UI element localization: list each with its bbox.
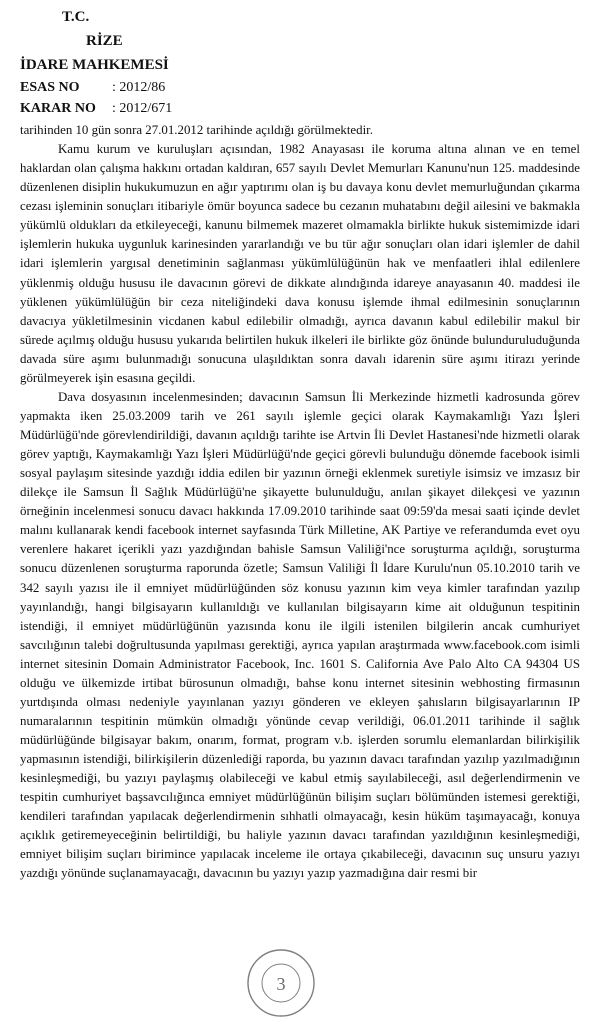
header-tc: T.C.: [62, 9, 90, 25]
stamp-number: 3: [276, 974, 286, 994]
esas-value: : 2012/86: [112, 80, 166, 95]
paragraph-intro: tarihinden 10 gün sonra 27.01.2012 tarihinde açıldığı görülmektedir.: [20, 123, 373, 137]
paragraph-legal-assessment: Kamu kurum ve kuruluşları açısından, 1982 Anayasası ile koruma altına alınan ve en temel haklardan olan çalışma hakkını ortadan kaldıran, 657 sayılı Devlet Memurları Kanunu'nun 125. maddesinde düzenlenen disiplin hukukumuzun en ağır yaptırımı olan iş bu davaya konu devlet memurluğundan çıkarma cezası işleminin sonuçları itibariyle ömür boyunca sadece bu cezanın muhatabını değil ailesini ve bakmakla yükümlü oldukları da etkileyeceği, kanunu bilmemek mazeret olmamakla birlikte hukuk sistemimizde idari işlemlerin hukuka uygunluk karinesinden yararlandığı ve bu tür ağır sonuçları olan idari işlemler de dahil idari işlemlerin yargısal denetiminin sağlanması yükümlülüğünün hak ve menfaatleri ihlal edilenlere yüklenmiş olduğu hususu ile davacının görevi de dikkate alındığında idareye anayasanın 40. maddesi ile yüklenen yükümlülüğün bir ceza niteliğindeki dava konusu işlemde ihmal edilmesinin sonuçlarının davacıya yükletilmesinin vicdanen kabul edilebilir olmadığı, ayrıca davanın kabul edilebilir makul bir sürede açılmış olduğu hususu yukarıda belirtilen hukuk ilkeleri ile birlikte göz önünde bulunduruluduğunda davada süre aşımı bulunmadığı sonucuna ulaşıldıktan sonra davalı idarenin süre aşımı itirazı yerinde görülmeyerek işin esasına geçildi.: [20, 142, 580, 385]
esas-label: ESAS NO: [20, 80, 80, 95]
header-city: RİZE: [86, 33, 123, 49]
karar-value: : 2012/671: [112, 101, 173, 116]
body-text: [20, 121, 580, 884]
paragraph-case-facts: Dava dosyasının incelenmesinden; davacının Samsun İli Merkezinde hizmetli kadrosunda görev yapmakta iken 25.03.2009 tarih ve 261 sayılı işlemle geçici olarak Kaymakamlığı Yazı İşleri Müdürlüğü'nde görevlendirildiği, davanın açıldığı tarihte ise Artvin İli Devlet Hastanesi'nde hizmetli olarak görev yaptığı, Kaymakamlığı Yazı İşleri Müdürlüğü'nde geçici görevli bulunduğu dönemde facebook isimli sosyal paylaşım sitesinde yazdığı iddia edilen bir yazının örneği eklenmek suretiyle isimsiz ve imzasız bir dilekçe ile Samsun İl Sağlık Müdürlüğü'ne şikayette bulunulduğu, anılan şikayet dilekçesi ve yazının örneğinin incelenmesi sonucu davacı hakkında 17.09.2010 tarihinde saat 09:59'da mesai saati içinde devlet malını kullanarak kendi facebook internet sayfasında Türk Milletine, AK Partiye ve referandumda evet oyu verenlere hakaret içerikli yazı yazdığından bahisle Samsun Valiliği'nce soruşturma açıldığı, soruşturma sonucu düzenlenen soruşturma raporunda özetle; Samsun Valiliği İl İdare Kurulu'nun 05.10.2010 tarih ve 342 sayılı yazısı ile il emniyet müdürlüğünden söz konusu yazının kim veya kimler tarafından yazılıp yayınlandığı, hangi bilgisayarın kullanıldığı ve kullanılan bilgisayarın kime ait olduğunun tespitinin istendiği, il emniyet müdürlüğünün yazısında konu ile ilgili istenilen bilgilerin ancak cumhuriyet savcılığının talebi doğrultusunda yapılması gerektiği, ayrıca yapılan araştırmada www.facebook.com isimli internet sitesinin Domain Administrator Facebook, Inc. 1601 S. California Ave Palo Alto CA 94304 US olduğu ve ülkemizde irtibat bürosunun olmadığı, bahse konu internet sitesinin webhosting firmasının yurtdışında olması nedeniyle yayınlanan yazıyı gönderen ve ekleyen şahısların bilgisayarlarının IP numaralarının tespitinin mümkün olmadığı yönünde cevap verildiği, 06.01.2011 tarihinde il sağlık müdürlüğünde bilgisayar bakım, onarım, format, program v.b. işlerden sorumlu elemanlardan bilirkişilik yapmasının istendiği, bilirkişilerin düzenlediği raporda, bu yazının davacı tarafından yazılıp yazılmadığının kesinleşmediği, bu yazıyı paylaşmış olabileceği ve kabul etmiş sayılabileceği, asıl değerlendirmenin ve tespitin cumhuriyet başsavcılığınca emniyet müdürlüğünün bilişim suçları bölümünden istemesi gerektiği, kendileri tarafından yapılacak değerlendirmenin sıhhatli olmayacağı, kesin hüküm taşımayacağı, konuya açıklık getiremeyeceğinin belirtildiği, bu haliyle yazının davacı tarafından yazıldığının kesinleşmediği, emniyet bilişim suçları birimince yapılacak inceleme ile ortaya çıkabileceği, davacının suç unsuru yazıyı yazdığı yönünde suçlanamayacağı, davacının bu yazıyı yazıp yazmadığına dair resmi bir: [20, 389, 580, 881]
court-seal-stamp: [244, 946, 318, 1020]
court-name: İDARE MAHKEMESİ: [20, 57, 169, 73]
karar-row: [20, 100, 172, 118]
esas-row: [20, 79, 165, 97]
karar-label: KARAR NO: [20, 101, 96, 116]
